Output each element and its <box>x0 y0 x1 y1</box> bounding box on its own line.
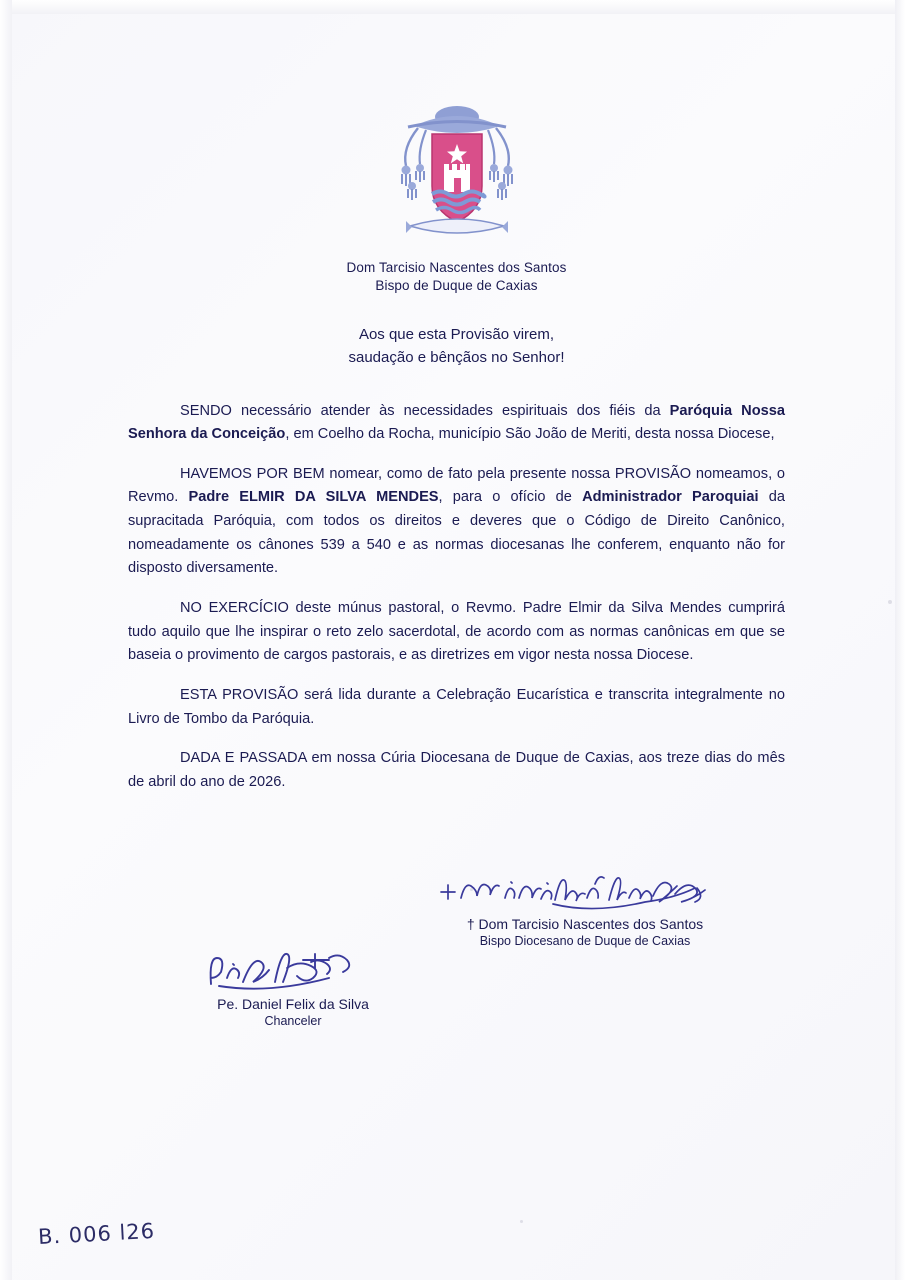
body-text: DADA E PASSADA em nossa Cúria Diocesana de Duque de Caxias, aos treze dias do mês de abril do ano de 2026. <box>128 750 785 790</box>
scan-speck <box>520 1220 523 1223</box>
emphasis-text: Padre ELMIR DA SILVA MENDES <box>188 489 439 506</box>
chancellor-signature-role: Chanceler <box>264 1014 322 1028</box>
document-content <box>128 100 785 794</box>
chancellor-handwritten-signature <box>128 948 458 994</box>
scan-edge-left <box>0 0 12 1280</box>
bishop-name: Dom Tarcisio Nascentes dos Santos <box>346 260 567 275</box>
salutation-line-2: saudação e bênçãos no Senhor! <box>348 349 565 367</box>
bishop-signature-role: Bispo Diocesano de Duque de Caxias <box>479 934 691 948</box>
bishop-title: Bispo de Duque de Caxias <box>375 278 538 293</box>
body-paragraph <box>128 463 785 581</box>
scan-edge-right <box>895 0 905 1280</box>
body-paragraph <box>128 400 785 447</box>
body-text: ESTA PROVISÃO será lida durante a Celebração Eucarística e transcrita integralmente no Livro de Tombo da Paróquia. <box>128 686 785 727</box>
emphasis-text: Administrador Paroquiai <box>582 489 759 506</box>
body-paragraph <box>128 684 785 731</box>
scan-speck <box>888 600 892 604</box>
chancellor-signature-block <box>128 948 458 1028</box>
bishop-signature-block <box>385 868 785 948</box>
document-body <box>128 400 785 795</box>
bishop-handwritten-signature <box>385 868 785 914</box>
scan-edge-top <box>0 0 905 14</box>
body-text: HAVEMOS POR BEM nomear, como de fato pela presente nossa PROVISÃO nomeamos, o Revmo. <box>128 465 785 506</box>
body-text: , em Coelho da Rocha, município São João de Meriti, desta nossa Diocese, <box>285 426 775 443</box>
body-paragraph <box>128 747 785 794</box>
emphasis-text: Paróquia Nossa Senhora da Conceição <box>128 402 785 443</box>
signature-area <box>128 868 785 1068</box>
body-text: NO EXERCÍCIO deste múnus pastoral, o Revmo. Padre Elmir da Silva Mendes cumprirá tudo aquilo que lhe inspirar o reto zelo sacerdotal, de acordo com as normas canônicas em que se baseia o provimento de cargos pastorais, e as diretrizes em vigor nesta nossa Diocese. <box>128 599 785 664</box>
body-text: da supracitada Paróquia, com todos os direitos e deveres que o Código de Direito Canônico, nomeadamente os cânones 539 a 540 e as normas diocesanas lhe conferem, enquanto não for disposto diversamente. <box>128 489 785 577</box>
bishop-signature-name: † Dom Tarcisio Nascentes dos Santos <box>466 916 704 932</box>
archive-reference-note: B. 006 l26 <box>37 1218 156 1250</box>
body-text: , para o ofício de <box>438 489 583 506</box>
body-paragraph <box>128 597 785 668</box>
salutation <box>128 323 785 370</box>
salutation-line-1: Aos que esta Provisão virem, <box>358 326 555 343</box>
episcopal-coat-of-arms-icon <box>362 100 552 250</box>
body-text: SENDO necessário atender às necessidades espirituais dos fiéis da <box>180 402 670 419</box>
chancellor-signature-name: Pe. Daniel Felix da Silva <box>217 996 369 1012</box>
